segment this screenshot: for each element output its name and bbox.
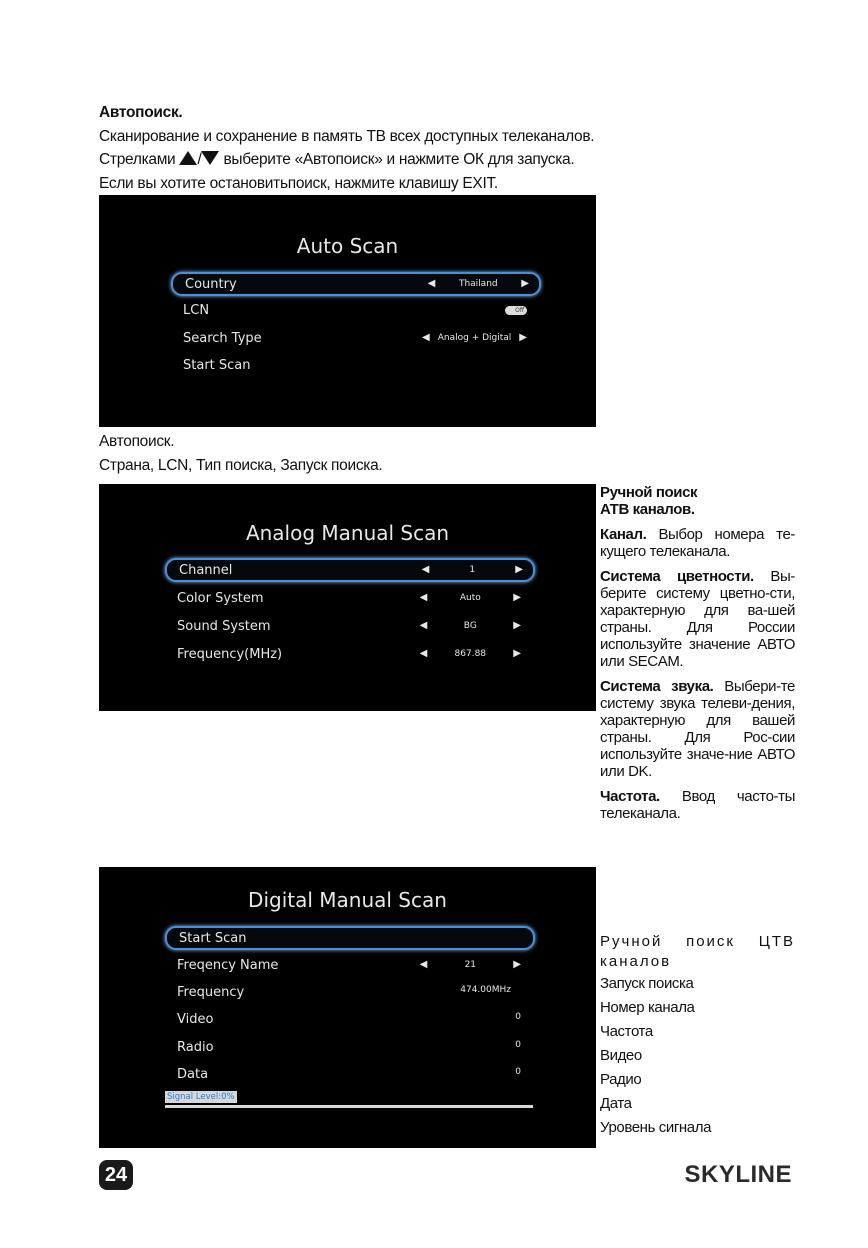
sound-term: Система звука.: [600, 678, 714, 695]
sound-system-value: BG: [463, 621, 477, 631]
channel-label: Channel: [179, 563, 233, 578]
intro-line-2-post: выберите «Автопоиск» и нажмите ОК для запуска.: [223, 151, 575, 168]
left-arrow-icon[interactable]: ◀: [419, 620, 428, 631]
digital-start-scan-row[interactable]: [165, 926, 535, 950]
digital-list-item: Видео: [600, 1047, 642, 1064]
search-type-value-group: [422, 331, 527, 345]
auto-scan-title: Auto Scan: [296, 234, 399, 258]
intro-line-2: Стрелками / выберите «Автопоиск» и нажмите ОК для запуска.: [99, 151, 575, 168]
right-arrow-icon[interactable]: ▶: [513, 959, 521, 970]
channel-row[interactable]: [165, 558, 535, 582]
sound-description: [600, 678, 795, 780]
frequency-mhz-value: 867.88: [454, 649, 487, 659]
manual-heading-1: Ручной поиск: [600, 484, 698, 501]
analog-scan-title: Analog Manual Scan: [245, 521, 450, 545]
search-type-value: Analog + Digital: [437, 333, 512, 343]
radio-row: [165, 1037, 531, 1059]
digital-list-item: Ручной поиск ЦТВ каналов: [600, 933, 795, 970]
right-arrow-icon[interactable]: ▶: [513, 620, 521, 631]
frequency-row[interactable]: [165, 982, 531, 1004]
digital-list-item: Частота: [600, 1023, 653, 1040]
freq-text: Ввод часто-ты телеканала.: [600, 788, 795, 822]
auto-scan-screen: [99, 195, 596, 427]
signal-level-bar: [165, 1105, 533, 1108]
left-arrow-icon[interactable]: ◀: [421, 564, 430, 575]
digital-list-item: Уровень сигнала: [600, 1119, 712, 1136]
digital-scan-screen: [99, 867, 596, 1148]
frequency-mhz-row[interactable]: [165, 644, 531, 666]
right-arrow-icon[interactable]: ▶: [513, 648, 521, 659]
lcn-label: LCN: [183, 303, 210, 318]
intro-line-1: Сканирование и сохранение в память ТВ всех доступных телеканалов.: [99, 127, 595, 145]
caption-line-2: Страна, LCN, Тип поиска, Запуск поиска.: [99, 456, 383, 474]
radio-value-group: [515, 1040, 521, 1050]
color-system-value-group: [420, 591, 521, 605]
digital-start-scan-label: Start Scan: [179, 931, 247, 946]
digital-list-item: Номер канала: [600, 999, 695, 1016]
color-description: [600, 568, 795, 670]
left-arrow-icon[interactable]: ◀: [419, 592, 428, 603]
sound-text: Выбери-те систему звука телеви-дения, характерную для вашей страны. Для Рос-сии используйте значе-ние АВТО или DK.: [600, 678, 795, 780]
color-system-row[interactable]: [165, 588, 531, 610]
freqency-name-row[interactable]: [165, 955, 531, 977]
lcn-value-group: [505, 303, 527, 315]
intro-line-2-pre: Стрелками: [99, 151, 176, 168]
sound-system-value-group: [420, 619, 521, 633]
lcn-toggle[interactable]: Off: [505, 306, 527, 315]
freqency-name-value-group: [420, 958, 521, 972]
lcn-row[interactable]: [171, 300, 537, 322]
intro-section: [99, 101, 699, 195]
channel-description: [600, 526, 795, 560]
video-label: Video: [177, 1012, 214, 1027]
country-value: Thailand: [458, 279, 498, 289]
right-arrow-icon[interactable]: ▶: [519, 332, 527, 343]
search-type-label: Search Type: [183, 331, 262, 346]
left-arrow-icon[interactable]: ◀: [422, 332, 430, 343]
arrow-up-icon: [179, 151, 197, 165]
data-row: [165, 1064, 531, 1086]
sound-system-row[interactable]: [165, 616, 531, 638]
search-type-row[interactable]: [171, 328, 537, 350]
frequency-mhz-value-group: [420, 647, 521, 661]
analog-scan-screen: [99, 484, 596, 711]
digital-scan-title: Digital Manual Scan: [248, 888, 447, 912]
radio-label: Radio: [177, 1040, 214, 1055]
color-term: Система цветности.: [600, 568, 754, 585]
video-value: 0: [515, 1012, 521, 1022]
country-value-group: [428, 277, 529, 291]
digital-list-item: Радио: [600, 1071, 642, 1088]
left-arrow-icon[interactable]: ◀: [427, 278, 436, 289]
channel-text: Выбор номера те-кущего телеканала.: [600, 526, 795, 560]
right-arrow-icon[interactable]: ▶: [515, 564, 523, 575]
country-row[interactable]: [171, 272, 541, 296]
frequency-label: Frequency: [177, 985, 245, 1000]
brand-logo: SKYLINE: [684, 1161, 792, 1188]
manual-heading-2: АТВ каналов.: [600, 501, 695, 518]
channel-value-group: [422, 563, 523, 577]
freqency-name-value: 21: [464, 960, 477, 970]
freq-term: Частота.: [600, 788, 660, 805]
country-label: Country: [185, 277, 237, 292]
digital-list-item: Запуск поиска: [600, 975, 694, 992]
digital-list-item: Дата: [600, 1095, 632, 1112]
video-row: [165, 1009, 531, 1031]
color-system-label: Color System: [177, 591, 264, 606]
caption-line-1: Автопоиск.: [99, 433, 175, 450]
analog-description: [600, 484, 795, 822]
digital-description: [600, 932, 795, 1140]
intro-line-3: Если вы хотите остановитьпоиск, нажмите клавишу EXIT.: [99, 174, 498, 192]
freq-description: [600, 788, 795, 822]
video-value-group: [515, 1012, 521, 1022]
frequency-value-group: [460, 985, 511, 995]
left-arrow-icon[interactable]: ◀: [419, 648, 428, 659]
color-system-value: Auto: [459, 593, 481, 603]
right-arrow-icon[interactable]: ▶: [513, 592, 521, 603]
data-value-group: [515, 1067, 521, 1077]
page-number: 24: [99, 1160, 133, 1190]
start-scan-label: Start Scan: [183, 358, 251, 373]
arrow-down-icon: [201, 151, 219, 165]
start-scan-row[interactable]: [171, 355, 537, 377]
auto-scan-caption: [99, 430, 382, 477]
intro-heading: Автопоиск.: [99, 104, 183, 121]
frequency-mhz-label: Frequency(MHz): [177, 647, 283, 662]
right-arrow-icon[interactable]: ▶: [521, 278, 529, 289]
data-value: 0: [515, 1067, 521, 1077]
data-label: Data: [177, 1067, 209, 1082]
channel-term: Канал.: [600, 526, 647, 543]
freqency-name-label: Freqency Name: [177, 958, 279, 973]
radio-value: 0: [515, 1040, 521, 1050]
left-arrow-icon[interactable]: ◀: [419, 959, 428, 970]
frequency-value: 474.00MHz: [460, 985, 511, 995]
sound-system-label: Sound System: [177, 619, 271, 634]
signal-level-label: Signal Level:0%: [167, 1092, 235, 1102]
channel-value: 1: [469, 565, 476, 575]
color-text: Вы-берите систему цветно-сти, характерную для ва-шей страны. Для России используйте значение АВТО или SECAM.: [600, 568, 795, 670]
